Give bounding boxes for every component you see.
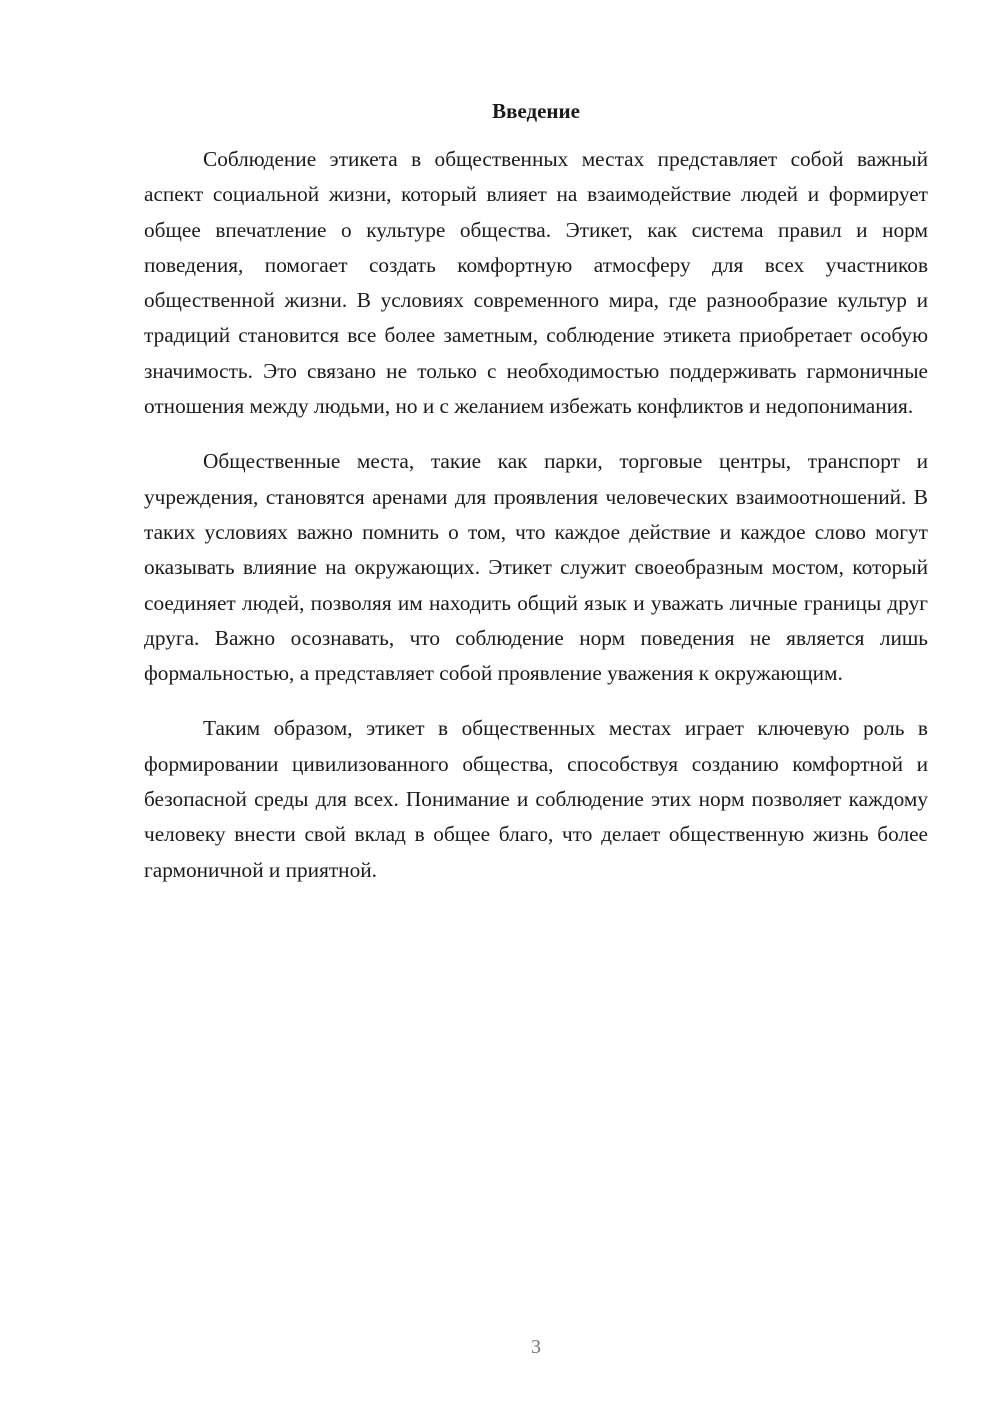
paragraph-2: Общественные места, такие как парки, торговые центры, транспорт и учреждения, становятся аренами для проявления человеческих взаимоотношений. В таких условиях важно помнить о том, что каждое действие и каждое слово могут оказывать влияние на окружающих. Этикет служит своеобразным мостом, который соединяет людей, позволяя им находить общий язык и уважать личные границы друг друга. Важно осознавать, что соблюдение норм поведения не является лишь формальностью, а представляет собой проявление уважения к окружающим.	[144, 449, 928, 686]
page-number: 3	[531, 1336, 541, 1358]
paragraph-1: Соблюдение этикета в общественных местах представляет собой важный аспект социальной жизни, который влияет на взаимодействие людей и формирует общее впечатление о культуре общества. Этикет, как система правил и норм поведения, помогает создать комфортную атмосферу для всех участников общественной жизни. В условиях современного мира, где разнообразие культур и традиций становится все более заметным, соблюдение этикета приобретает особую значимость. Это связано не только с необходимостью поддерживать гармоничные отношения между людьми, но и с желанием избежать конфликтов и недопонимания.	[144, 147, 928, 419]
body-text	[144, 142, 928, 908]
section-heading: Введение	[492, 99, 580, 123]
paragraph-3: Таким образом, этикет в общественных местах играет ключевую роль в формировании цивилизованного общества, способствуя созданию комфортной и безопасной среды для всех. Понимание и соблюдение этих норм позволяет каждому человеку внести свой вклад в общее благо, что делает общественную жизнь более гармоничной и приятной.	[144, 716, 928, 882]
